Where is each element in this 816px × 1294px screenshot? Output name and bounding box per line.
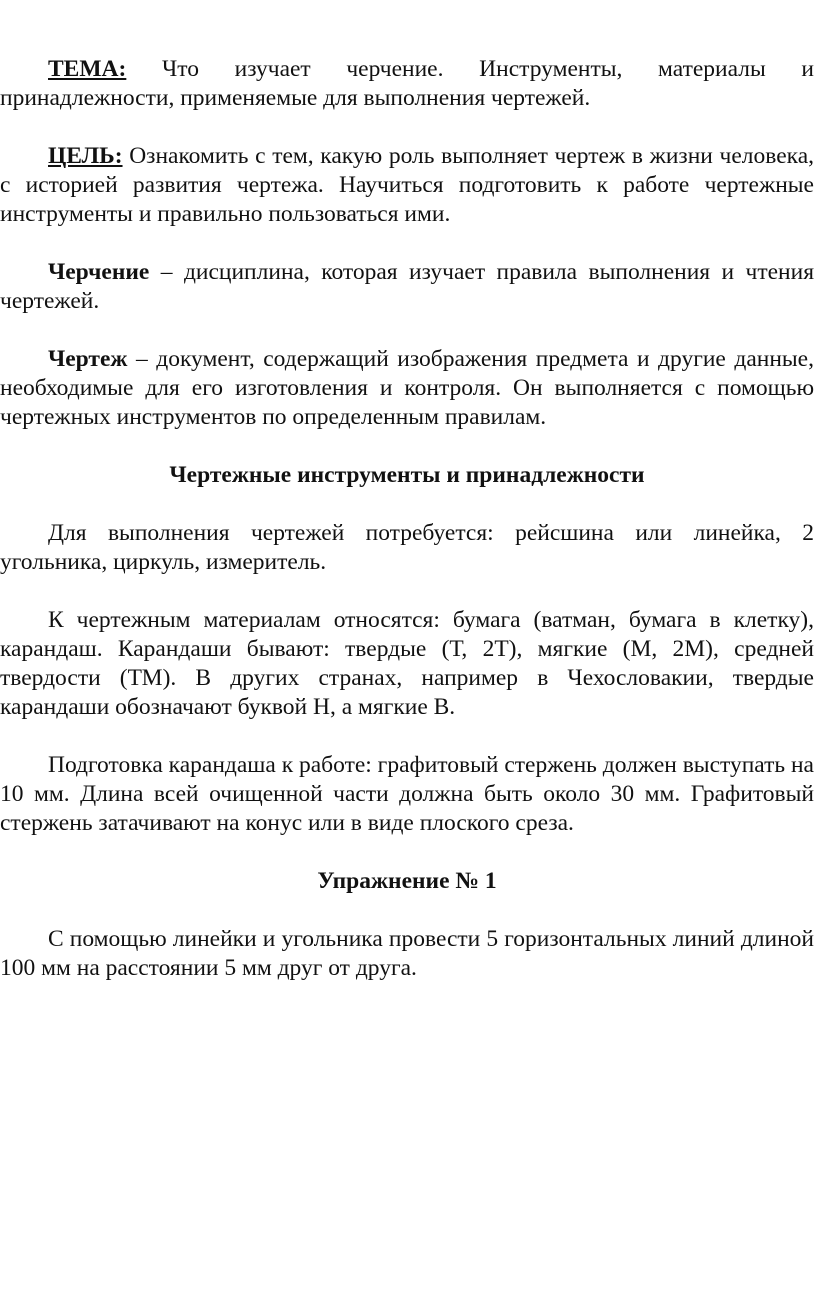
exercise-paragraph: С помощью линейки и угольника провести 5 горизонтальных линий длиной 100 мм на расстоянии 5 мм друг от друга. bbox=[0, 926, 814, 981]
topic-paragraph bbox=[0, 55, 814, 113]
drawing-term: Чертеж bbox=[48, 346, 128, 372]
exercise-heading: Упражнение № 1 bbox=[317, 868, 497, 894]
section-heading: Чертежные инструменты и принадлежности bbox=[169, 462, 645, 488]
goal-text: Ознакомить с тем, какую роль выполняет чертеж в жизни человека, с историей развития чертежа. Научиться подготовить к работе чертежные инструменты и правильно пользоваться ими. bbox=[0, 143, 814, 227]
goal-paragraph bbox=[0, 142, 814, 229]
discipline-definition bbox=[0, 258, 814, 316]
drawing-definition-text: – документ, содержащий изображения предмета и другие данные, необходимые для его изготовления и контроля. Он выполняется с помощью чертежных инструментов по определенным правилам. bbox=[0, 346, 814, 430]
topic-label: ТЕМА: bbox=[48, 56, 127, 82]
discipline-definition-text: – дисциплина, которая изучает правила выполнения и чтения чертежей. bbox=[0, 259, 814, 314]
pencil-prep-paragraph: Подготовка карандаша к работе: графитовый стержень должен выступать на 10 мм. Длина всей очищенной части должна быть около 30 мм. Графитовый стержень затачивают на конус или в виде плоского среза. bbox=[0, 752, 814, 836]
document-page bbox=[0, 55, 816, 1012]
materials-paragraph: К чертежным материалам относятся: бумага (ватман, бумага в клетку), карандаш. Карандаши бывают: твердые (Т, 2Т), мягкие (М, 2М), средней твердости (ТМ). В других странах, например в Чехословакии, твердые карандаши обозначают буквой Н, а мягкие В. bbox=[0, 607, 814, 720]
drawing-definition bbox=[0, 345, 814, 432]
topic-text: Что изучает черчение. Инструменты, материалы и принадлежности, применяемые для выполнения чертежей. bbox=[0, 56, 814, 111]
discipline-term: Черчение bbox=[48, 259, 150, 285]
tools-paragraph: Для выполнения чертежей потребуется: рейсшина или линейка, 2 угольника, циркуль, измеритель. bbox=[0, 520, 814, 575]
goal-label: ЦЕЛЬ: bbox=[48, 143, 123, 169]
